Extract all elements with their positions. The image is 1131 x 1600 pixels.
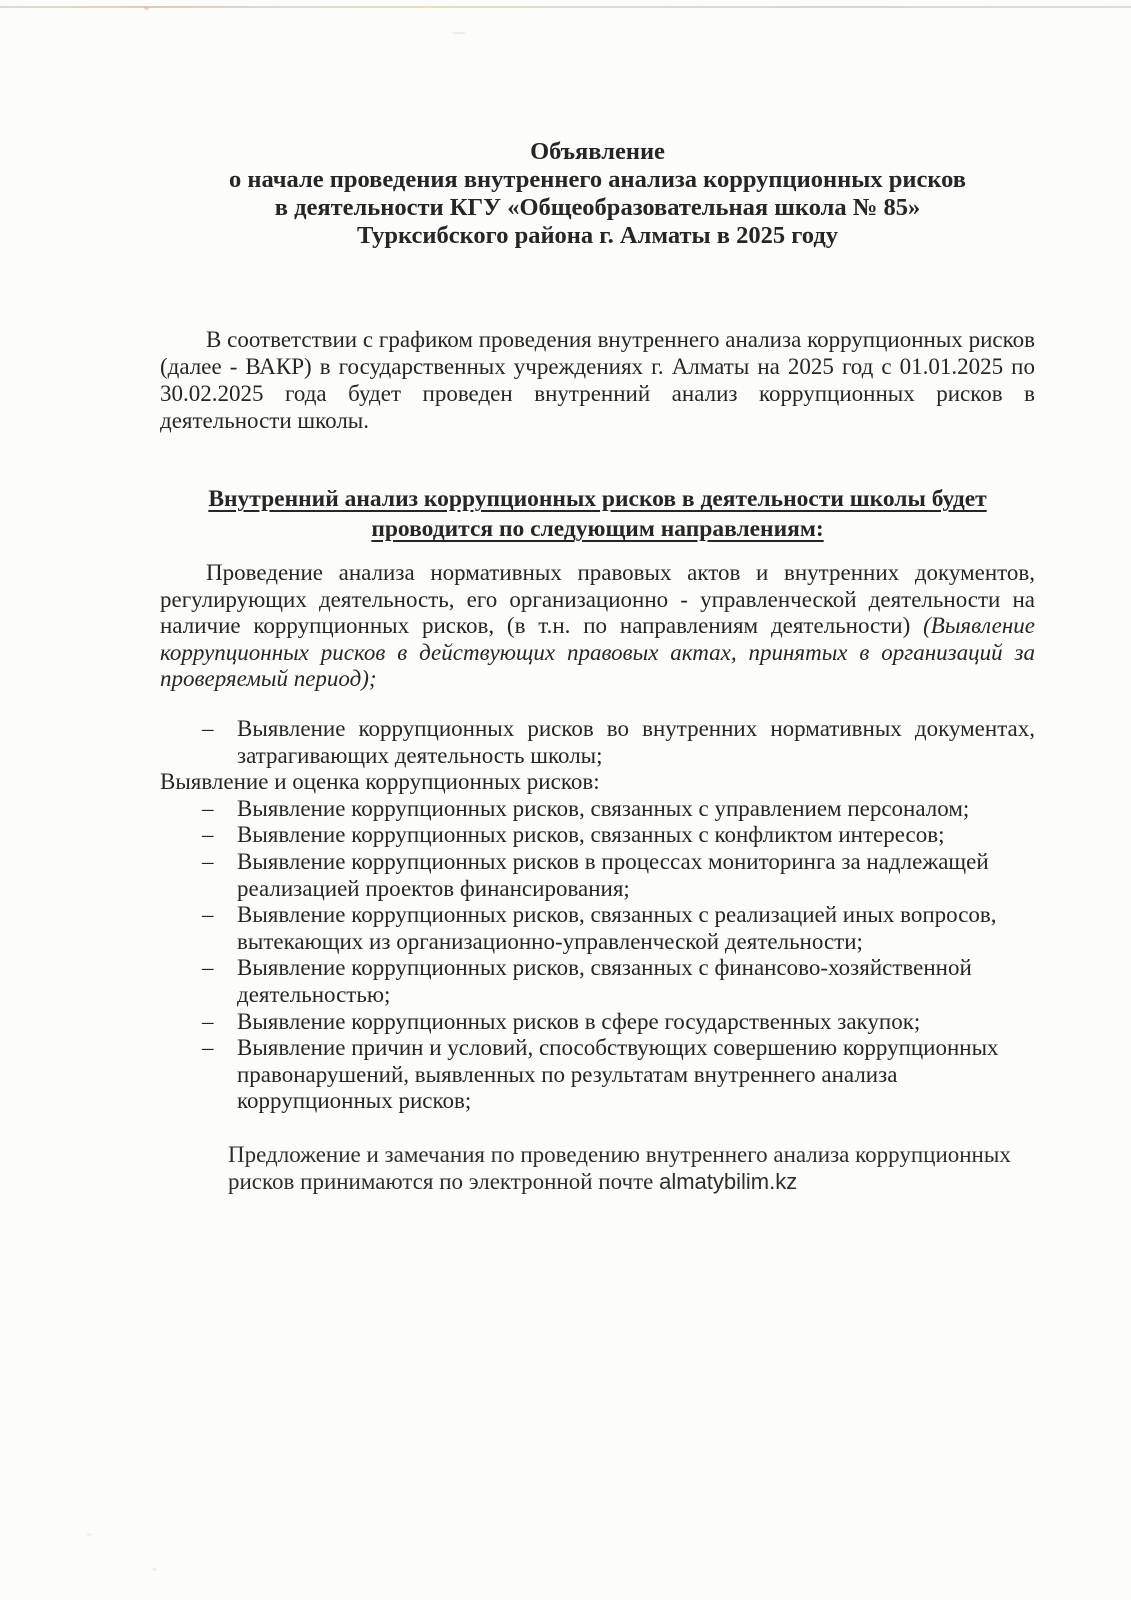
list-subheading: Выявление и оценка коррупционных рисков: xyxy=(160,769,600,795)
dash-bullet-marker: – xyxy=(202,1035,214,1061)
dash-bullet-marker: – xyxy=(202,1008,214,1034)
title-line-1: Объявление xyxy=(530,138,665,165)
list-item-text: Выявление коррупционных рисков в сфере государственных закупок; xyxy=(237,1008,921,1034)
document-title xyxy=(160,138,1035,250)
list-item-text: Выявление коррупционных рисков во внутренних нормативных документах, затрагивающих деятельность школы; xyxy=(237,715,1035,768)
dash-bullet-marker: – xyxy=(202,902,214,928)
list-item xyxy=(202,955,1035,1008)
list-item xyxy=(202,822,1035,849)
scanner-edge-artifact xyxy=(0,6,1131,8)
list-item-text: Выявление коррупционных рисков, связанных с реализацией иных вопросов, вытекающих из организационно-управленческой деятельности; xyxy=(237,902,997,954)
dash-bullet-marker: – xyxy=(202,715,214,741)
dash-bullet-marker: – xyxy=(202,848,214,874)
list-item xyxy=(202,716,1035,769)
list-item-text: Выявление причин и условий, способствующих совершению коррупционных правонарушений, выявленных по результатам внутреннего анализа коррупционных рисков; xyxy=(237,1035,999,1114)
title-line-4: Турксибского района г. Алматы в 2025 году xyxy=(357,222,838,249)
scan-speck xyxy=(152,1568,157,1571)
contact-email: almatybilim.kz xyxy=(659,1169,798,1195)
title-line-3: в деятельности КГУ «Общеобразовательная школа № 85» xyxy=(274,194,921,221)
list-item xyxy=(202,796,1035,823)
section-heading: Внутренний анализ коррупционных рисков в деятельности школы будет проводится по следующим направлениям: xyxy=(208,486,987,542)
list-item-text: Выявление коррупционных рисков, связанных с конфликтом интересов; xyxy=(237,822,945,848)
closing-paragraph xyxy=(228,1141,1035,1196)
list-item xyxy=(202,849,1035,902)
list-item xyxy=(202,1009,1035,1036)
analysis-paragraph-italic: (Выявление коррупционных рисков в действующих правовых актах, принятых в организаций за проверяемый период); xyxy=(160,613,1035,692)
dash-bullet-marker: – xyxy=(202,955,214,981)
dash-bullet-marker: – xyxy=(202,795,214,821)
list-item xyxy=(202,902,1035,955)
closing-paragraph-text: Предложение и замечания по проведению внутреннего анализа коррупционных рисков принимаются по электронной почте xyxy=(228,1141,1011,1195)
list-item xyxy=(202,1035,1035,1115)
analysis-paragraph xyxy=(160,560,1035,693)
scan-speck xyxy=(86,1533,92,1536)
list-item-text: Выявление коррупционных рисков, связанных с финансово-хозяйственной деятельностью; xyxy=(237,955,972,1007)
list-item-text: Выявление коррупционных рисков в процессах мониторинга за надлежащей реализацией проектов финансирования; xyxy=(237,848,989,901)
list-item-text: Выявление коррупционных рисков, связанных с управлением персоналом; xyxy=(237,795,970,821)
intro-paragraph: В соответствии с графиком проведения внутреннего анализа коррупционных рисков (далее - ВАКР) в государственных учреждениях г. Алматы на 2025 год с 01.01.2025 по 30.02.2025 года будет проведен внутренний анализ коррупционных рисков в деятельности школы. xyxy=(160,327,1035,433)
analysis-paragraph-normal: Проведение анализа нормативных правовых актов и внутренних документов, регулирующих деятельность, его организационно - управленческой деятельности на наличие коррупционных рисков, (в т.н. по направлениям деятельности) xyxy=(160,560,1035,639)
scan-speck xyxy=(452,32,466,34)
title-line-2: о начале проведения внутреннего анализа коррупционных рисков xyxy=(228,166,966,193)
dash-bullet-marker: – xyxy=(202,822,214,848)
scan-speck xyxy=(144,7,149,10)
